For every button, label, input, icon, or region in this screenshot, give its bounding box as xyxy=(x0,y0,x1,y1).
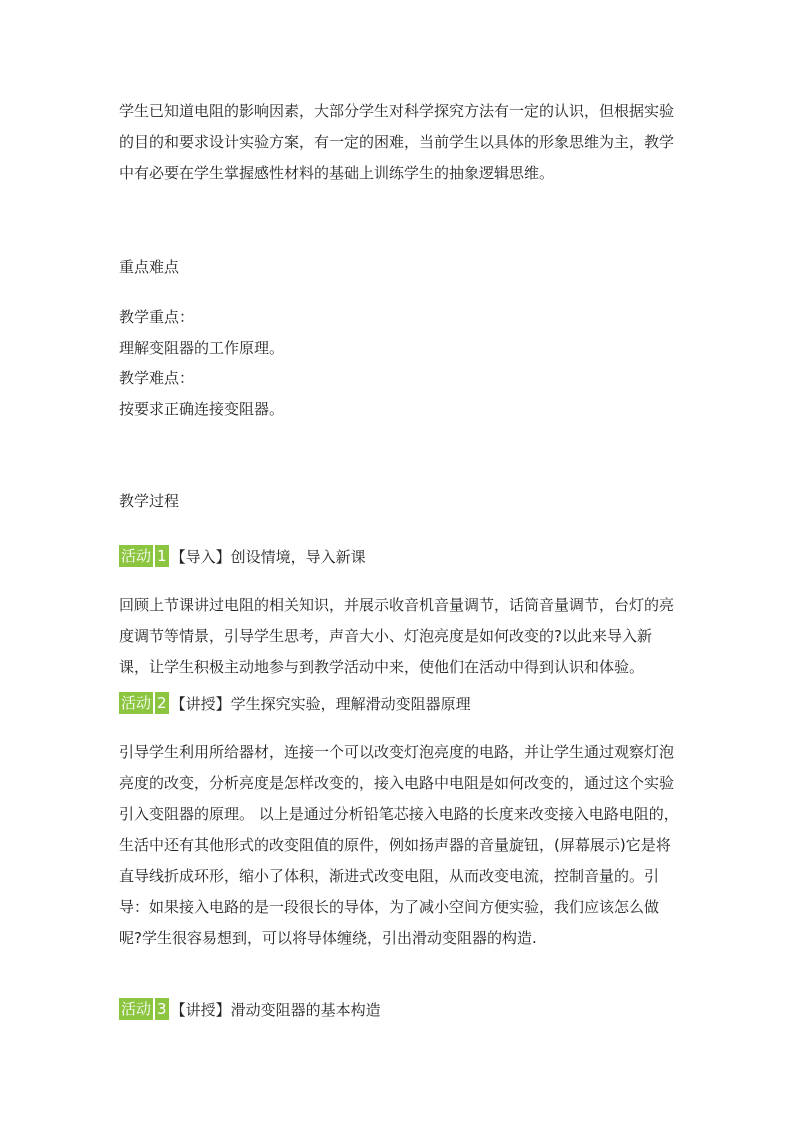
teaching-difficulty-text: 按要求正确连接变阻器。 xyxy=(119,400,285,418)
activity-title: 【讲授】学生探究实验，理解滑动变阻器原理 xyxy=(170,694,471,713)
intro-paragraph: 学生已知道电阻的影响因素，大部分学生对科学探究方法有一定的认识，但根据实验的目的和要求设计实验方案，有一定的困难，当前学生以具体的形象思维为主，教学中有必要在学生掌握感性材料的基础上训练学生的抽象逻辑思维。 xyxy=(119,102,675,182)
activity-tag: 活动 xyxy=(121,547,152,565)
activity-2-header xyxy=(119,692,471,714)
teaching-difficulty-label: 教学难点： xyxy=(119,369,195,387)
teaching-focus-label: 教学重点： xyxy=(119,308,195,326)
key-points-heading: 重点难点 xyxy=(119,258,180,276)
activity-2-body: 引导学生利用所给器材，连接一个可以改变灯泡亮度的电路，并让学生通过观察灯泡亮度的改变，分析亮度是怎样改变的，接入电路中电阻是如何改变的，通过这个实验引入变阻器的原理。 以上是通过分析铅笔芯接入电路的长度来改变接入电路电阻的，生活中还有其他形式的改变阻值的原件，例如扬声器的音量旋钮，(屏幕展示)它是将直导线折成环形，缩小了体积，渐进式改变电阻，从而改变电流，控制音量的。引导：如果接入电路的是一段很长的导体，为了减小空间方便实验，我们应该怎么做呢?学生很容易想到，可以将导体缠绕，引出滑动变阻器的构造. xyxy=(119,743,679,947)
activity-1-header xyxy=(119,545,366,567)
activity-number: 3 xyxy=(157,1000,167,1018)
teaching-focus-text: 理解变阻器的工作原理。 xyxy=(119,339,285,357)
activity-1-body: 回顾上节课讲过电阻的相关知识，并展示收音机音量调节，话筒音量调节，台灯的亮度调节等情景，引导学生思考，声音大小、灯泡亮度是如何改变的?以此来导入新课，让学生积极主动地参与到教学活动中来，使他们在活动中得到认识和体验。 xyxy=(119,596,675,676)
activity-title: 【讲授】滑动变阻器的基本构造 xyxy=(170,1000,381,1019)
teaching-process-heading: 教学过程 xyxy=(119,492,180,510)
activity-title: 【导入】创设情境，导入新课 xyxy=(170,547,366,566)
activity-tag: 活动 xyxy=(121,694,152,712)
activity-tag: 活动 xyxy=(121,1000,152,1018)
activity-number: 2 xyxy=(157,694,167,712)
activity-number: 1 xyxy=(157,547,167,565)
activity-3-header xyxy=(119,998,381,1020)
